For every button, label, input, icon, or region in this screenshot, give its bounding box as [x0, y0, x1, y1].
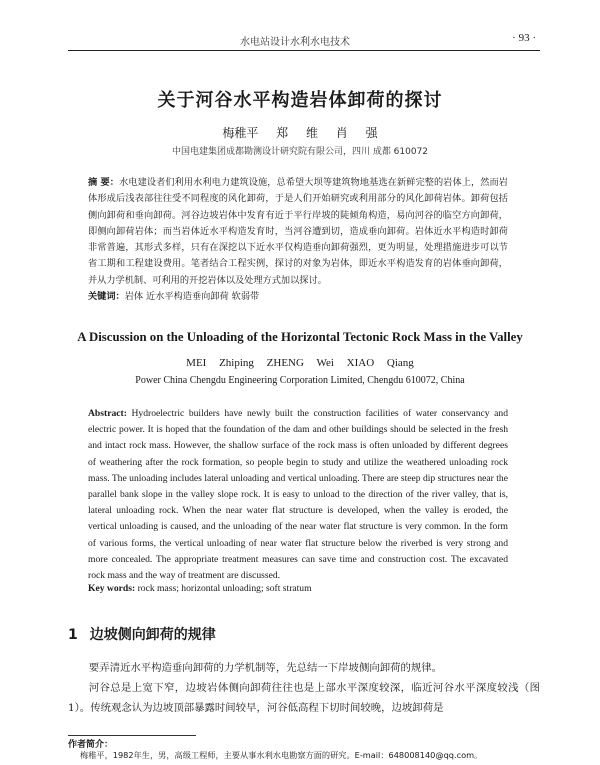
journal-name: 水电站设计水利水电技术 [240, 37, 350, 48]
english-affiliation: Power China Chengdu Engineering Corporation Limited, Chengdu 610072, China [135, 375, 465, 386]
chinese-affiliation: 中国电建集团成都勘测设计研究院有限公司，四川 成都 610072 [171, 147, 429, 157]
chinese-keywords-text: 岩体 近水平构造垂向卸荷 软弱带 [124, 291, 260, 302]
english-abstract-label: Abstract: [88, 408, 127, 419]
chinese-title: 关于河谷水平构造岩体卸荷的探讨 [157, 90, 443, 111]
section-number: 1 [68, 627, 78, 643]
body-paragraph: 要弄清近水平构造垂向卸荷的力学机制等，先总结一下岸坡侧向卸荷的规律。 [88, 662, 443, 674]
section-heading [68, 624, 216, 644]
chinese-abstract [88, 175, 508, 289]
english-authors: MEI Zhiping ZHENG Wei XIAO Qiang [186, 357, 414, 369]
footnote-divider [68, 735, 196, 736]
chinese-keywords [88, 288, 508, 302]
chinese-abstract-text: 水电建设者们利用水利电力建筑设施，总希望大坝等建筑物地基选在新鲜完整的岩体上，然而岩体形成后浅表部往往受不同程度的风化卸荷，于是人们开始研究或利用部分的风化卸荷岩体。卸荷包括侧向卸荷和垂向卸荷。河谷边坡岩体中发育有近于平行岸坡的陡倾角构造，易向河谷的临空方向卸荷，即侧向卸荷岩体；而当岩体近水平构造发育时，当河谷遭到切，造成垂向卸荷。岩体近水平构造时卸荷非常普遍，其形式多样，只有在深挖以下近水平仅构造垂向卸荷强烈，更为明显，处理措施进步可以节省工期和工程建设费用。笔者结合工程实例，探讨的对象为岩体，即近水平构造发育的岩体垂向卸荷，并从力学机制、可利用的开挖岩体以及处理方式加以探讨。 [88, 177, 508, 286]
english-keywords-text: rock mass; horizontal unloading; soft stratum [137, 583, 312, 594]
english-abstract [88, 406, 508, 584]
section-title: 边坡侧向卸荷的规律 [89, 627, 216, 643]
chinese-authors: 梅稚平 郑 维 肖 强 [222, 126, 378, 140]
english-title: A Discussion on the Unloading of the Horizontal Tectonic Rock Mass in the Valley [77, 330, 523, 344]
author-footnote: 梅稚平，1982年生，男，高级工程师，主要从事水利水电勘察方面的研究。E-mail：648008140@qq.com。 [80, 750, 483, 760]
body-text [68, 658, 540, 718]
running-header [68, 30, 540, 51]
english-keywords [88, 583, 508, 594]
chinese-abstract-label: 摘 要： [88, 177, 120, 188]
body-paragraph: 河谷总是上宽下窄，边坡岩体侧向卸荷往往也是上部水平深度较深，临近河谷水平深度较浅（图1）。传统观念认为边坡顶部暴露时间较早，河谷低高程下切时间较晚，边坡卸荷是 [68, 682, 540, 714]
page-number: · 93 · [512, 32, 536, 44]
footnote-label: 作者简介： [68, 740, 114, 750]
chinese-keywords-label: 关键词： [88, 291, 125, 302]
english-abstract-text: Hydroelectric builders have newly built the construction facilities of water conservancy and electric power. It is hoped that the foundation of the dam and other buildings should be selected in the fresh and intact rock mass. However, the shallow surface of the rock mass is often unloaded by different degrees of weathering after the rock formation, so people begin to study and utilize the weathered unloading rock mass. The unloading includes lateral unloading and vertical unloading. There are steep dip structures near the parallel bank slope in the valley slope rock. It is easy to unload to the direction of the river valley, that is, lateral unloading rock. When the near water flat structure is developed, when the valley is eroded, the vertical unloading is caused, and the unloading of the near water flat structure is very common. In the form of various forms, the vertical unloading of near water flat structure below the riverbed is very strong and more concealed. The appropriate treatment measures can save time and construction cost. The excavated rock mass and the way of treatment are discussed. [88, 408, 508, 582]
english-keywords-label: Key words: [88, 583, 136, 594]
